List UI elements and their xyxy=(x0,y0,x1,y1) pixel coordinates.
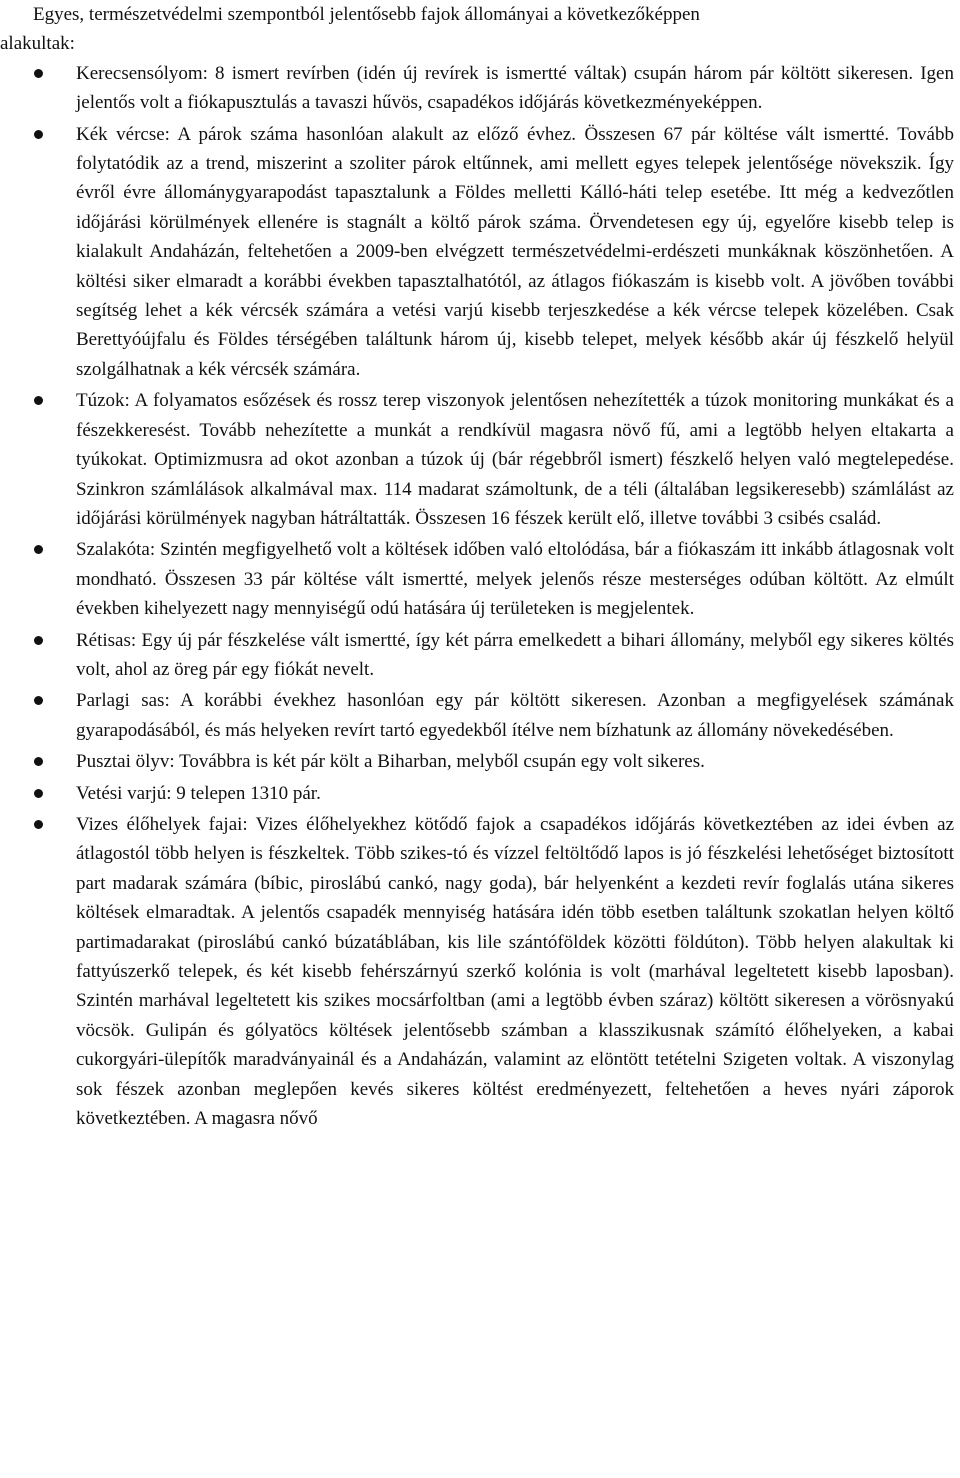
bullet-icon xyxy=(34,696,43,705)
list-item-parlagi-sas xyxy=(0,686,960,745)
list-item-text: Vetési varjú: 9 telepen 1310 pár. xyxy=(76,782,321,804)
list-item-text: Pusztai ölyv: Továbbra is két pár költ a Biharban, melyből csupán egy volt sikeres. xyxy=(76,751,705,773)
bullet-icon xyxy=(34,636,43,645)
bullet-icon xyxy=(34,757,43,766)
intro-line-1: Egyes, természetvédelmi szempontból jelentősebb fajok állományai a következőképpen xyxy=(33,4,700,25)
list-item-vizes-elohelyek xyxy=(0,810,960,1133)
list-item-text: Kerecsensólyom: 8 ismert revírben (idén új revírek is ismertté váltak) csupán három pár költött sikeresen. Igen jelentős volt a fiókapusztulás a tavaszi hűvös, csapadékos időjárás következményeképpen. xyxy=(76,62,954,114)
list-item-tuzok xyxy=(0,386,960,533)
list-item-text: Szalakóta: Szintén megfigyelhető volt a költések időben való eltolódása, bár a fiókaszám itt inkább átlagosnak volt mondható. Összesen 33 pár költése vált ismertté, melyek jelenős része mesterséges odúban költött. Az elmúlt években kihelyezett nagy mennyiségű odú hatására új területeken is megjelentek. xyxy=(76,539,954,620)
bullet-icon xyxy=(34,789,43,798)
bullet-icon xyxy=(34,396,43,405)
list-item-text: Vizes élőhelyek fajai: Vizes élőhelyekhez kötődő fajok a csapadékos időjárás következtében az idei évben az átlagostól több helyen is fészkeltek. Több szikes-tó és vízzel feltöltődő lapos is jó fészkelési lehetőséget biztosított part madarak számára (bíbic, piroslábú cankó, nagy goda), bár helyenként a kezdeti revír foglalás utána sikeres költések elmaradtak. A jelentős csapadék mennyiség hatására idén több esetben találtunk szokatlan helyen költő partimadarakat (piroslábú cankó búzatáblában, kis lile szántóföldek közötti földúton). Több helyen alakultak ki fattyúszerkő telepek, és két kisebb fehérszárnyú szerkő kolónia is volt (marhával legeltetett kisebb laposban). Szintén marhával legeltetett kis szikes mocsárfoltban (ami a legtöbb évben száraz) költött sikeresen a vörösnyakú vöcsök. Gulipán és gólyatöcs költések jelentősebb számban a klasszikusnak számító élőhelyeken, a kabai cukorgyári-ülepítők maradványainál és a Andaházán, valamint az elöntött tetételni Szigeten voltak. A viszonylag sok fészek azonban meglepően kevés sikeres költést eredményezett, feltehetően a heves nyári záporok következtében. A magasra nővő xyxy=(76,813,954,1130)
list-item-pusztai-olyv xyxy=(0,747,960,776)
intro-paragraph xyxy=(0,0,960,59)
bullet-icon xyxy=(34,545,43,554)
bullet-icon xyxy=(34,820,43,829)
list-item-text: Kék vércse: A párok száma hasonlóan alakult az előző évhez. Összesen 67 pár költése vált ismertté. Tovább folytatódik az a trend, miszerint a szoliter párok eltűnnek, ami mellett egyes telepek jelentősége növekszik. Így évről évre állománygyarapodást tapasztalunk a Földes melletti Kálló-háti telep esetébe. Itt még a kedvezőtlen időjárási körülmények ellenére is stagnált a költő párok száma. Örvendetesen egy új, egyelőre kisebb telep is kialakult Andaházán, feltehetően a 2009-ben elvégzett természetvédelmi-erdészeti munkáknak köszönhetően. A költési siker elmaradt a korábbi években tapasztalhatótól, az átlagos fiókaszám is kisebb volt. A jövőben további segítség lehet a kék vércsék számára a vetési varjú kisebb terjeszkedése a kék vércse telepek közelében. Csak Berettyóújfalu és Földes térségében találtunk három új, kisebb telepet, melyek később akár új fészkelő helyül szolgálhatnak a kék vércsék számára. xyxy=(76,123,954,380)
bullet-icon xyxy=(34,130,43,139)
species-list xyxy=(0,59,960,1134)
intro-line-2: alakultak: xyxy=(0,33,75,55)
list-item-kek-vercse xyxy=(0,120,960,385)
list-item-szalakota xyxy=(0,535,960,623)
bullet-icon xyxy=(34,69,43,78)
list-item-text: Túzok: A folyamatos esőzések és rossz terep viszonyok jelentősen nehezítették a túzok monitoring munkákat és a fészekkeresést. Tovább nehezítette a munkát a rendkívül magasra növő fű, ami a legtöbb helyen eltakarta a tyúkokat. Optimizmusra ad okot azonban a túzok új (bár régebbről ismert) fészkelő helyen való megtelepedése. Szinkron számlálások alkalmával max. 114 madarat számoltunk, de a téli (általában legsikeresebb) számlálást az időjárási körülmények nagyban hátráltatták. Összesen 16 fészek került elő, illetve további 3 csibés család. xyxy=(76,390,954,529)
list-item-retisas xyxy=(0,626,960,685)
list-item-text: Parlagi sas: A korábbi évekhez hasonlóan egy pár költött sikeresen. Azonban a megfigyelések számának gyarapodásából, és más helyeken revírt tartó egyedekből ítélve nem bízhatunk az állomány növekedésében. xyxy=(76,690,954,741)
list-item-text: Rétisas: Egy új pár fészkelése vált ismertté, így két párra emelkedett a bihari állomány, melyből egy sikeres költés volt, ahol az öreg pár egy fiókát nevelt. xyxy=(76,629,954,680)
list-item-kerecsensolyom xyxy=(0,59,960,118)
list-item-vetesi-varju xyxy=(0,779,960,808)
